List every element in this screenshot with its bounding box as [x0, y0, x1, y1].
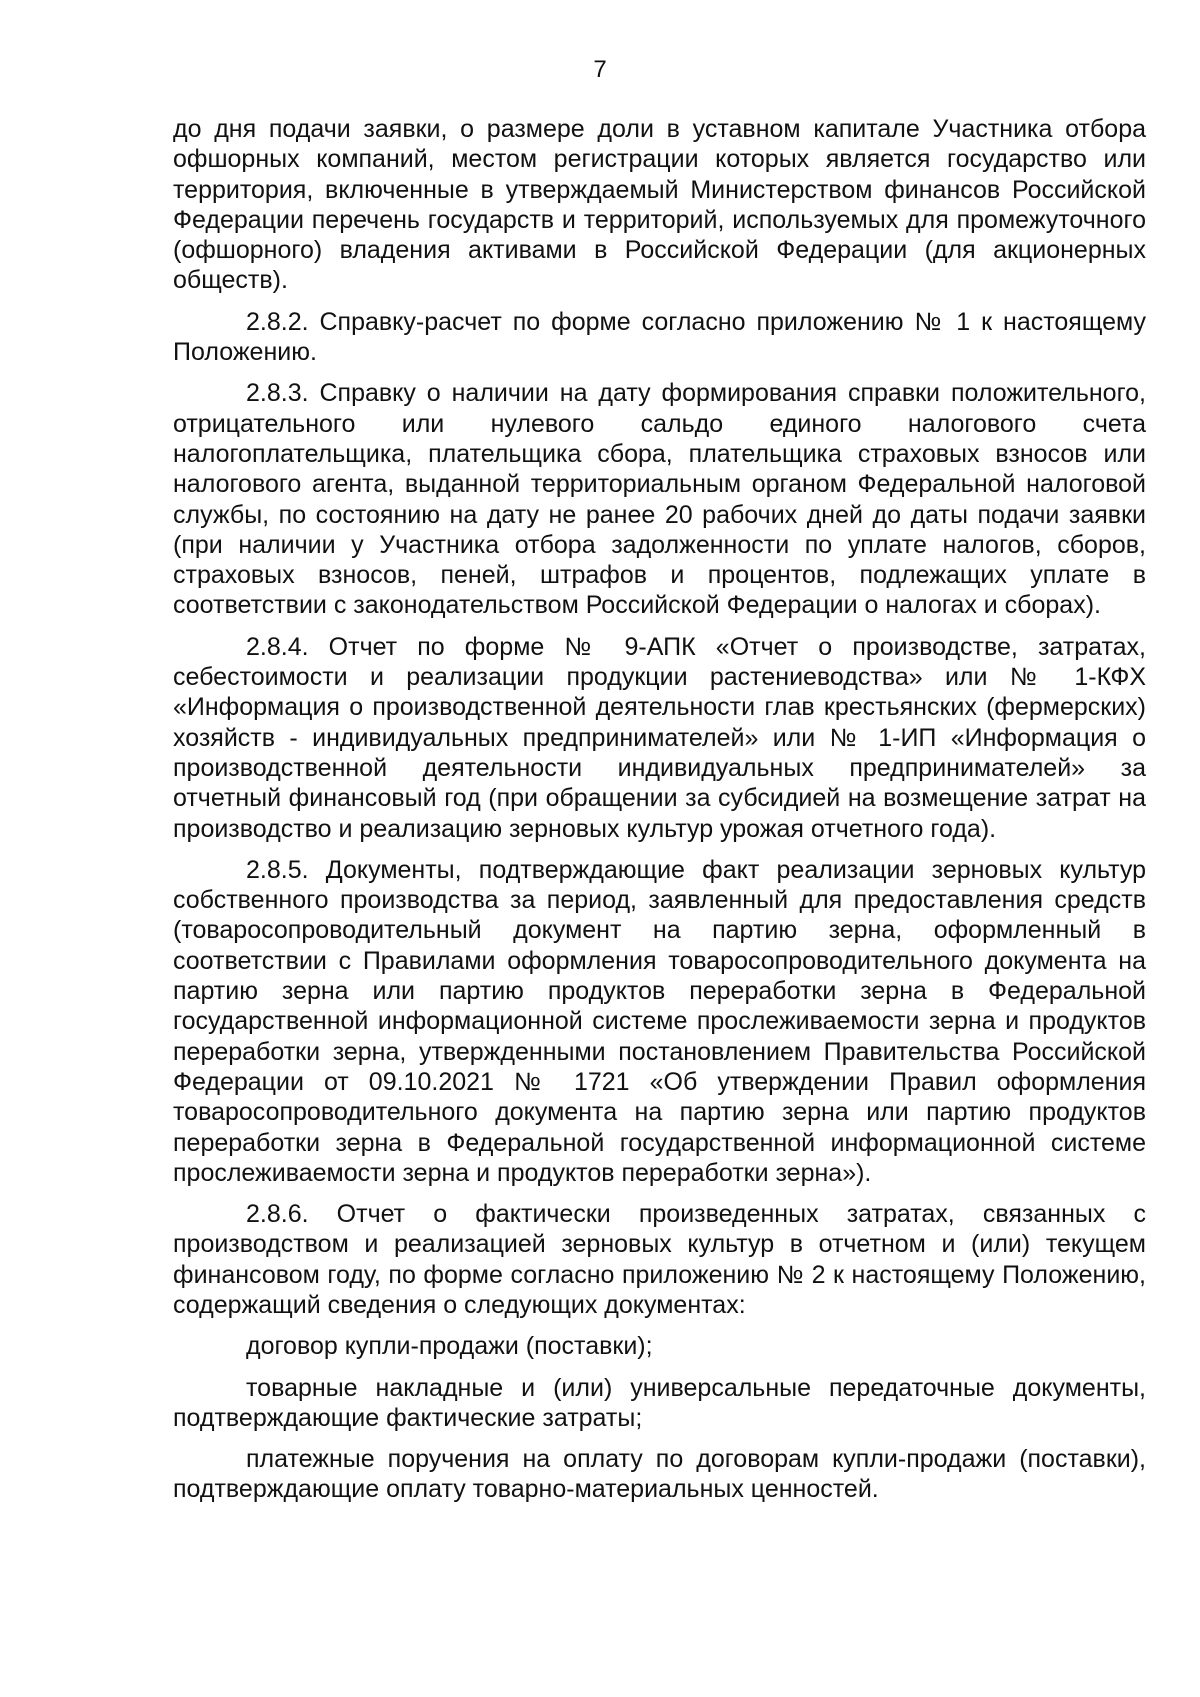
list-item-contract: договор купли-продажи (поставки);	[246, 1332, 653, 1361]
paragraph-continuation: до дня подачи заявки, о размере доли в уставном капитале Участника отбора офшорных компаний, местом регистрации которых является государство или территория, включенные в утверждаемый Министерством финансов Российской Федерации перечень государств и территорий, используемых для промежуточного (офшорного) владения активами в Российской Федерации (для акционерных обществ).	[173, 115, 1146, 295]
document-body	[173, 114, 1146, 1516]
list-item-invoices: товарные накладные и (или) универсальные передаточные документы, подтверждающие фактические затраты;	[173, 1373, 1146, 1432]
paragraph-2-8-4: 2.8.4. Отчет по форме № 9-АПК «Отчет о производстве, затратах, себестоимости и реализации продукции растениеводства» или № 1-КФХ «Информация о производственной деятельности глав крестьянских (фермерских) хозяйств - индивидуальных предпринимателей» или № 1-ИП «Информация о производственной деятельности индивидуальных предпринимателей» за отчетный финансовый год (при обращении за субсидией на возмещение затрат на производство и реализацию зерновых культур урожая отчетного года).	[173, 632, 1146, 843]
paragraph-2-8-2: 2.8.2. Справку-расчет по форме согласно приложению № 1 к настоящему Положению.	[173, 307, 1146, 367]
page-number: 7	[593, 56, 607, 83]
list-item-payment-orders: платежные поручения на оплату по договорам купли-продажи (поставки), подтверждающие оплату товарно-материальных ценностей.	[173, 1445, 1146, 1504]
paragraph-2-8-5: 2.8.5. Документы, подтверждающие факт реализации зерновых культур собственного производства за период, заявленный для предоставления средств (товаросопроводительный документ на партию зерна, оформленный в соответствии с Правилами оформления товаросопроводительного документа на партию зерна или партию продуктов переработки зерна в Федеральной государственной информационной системе прослеживаемости зерна и продуктов переработки зерна, утвержденными постановлением Правительства Российской Федерации от 09.10.2021 № 1721 «Об утверждении Правил оформления товаросопроводительного документа на партию зерна или партию продуктов переработки зерна в Федеральной государственной информационной системе прослеживаемости зерна и продуктов переработки зерна»).	[173, 855, 1146, 1187]
paragraph-2-8-3: 2.8.3. Справку о наличии на дату формирования справки положительного, отрицательного или нулевого сальдо единого налогового счета налогоплательщика, плательщика сбора, плательщика страховых взносов или налогового агента, выданной территориальным органом Федеральной налоговой службы, по состоянию на дату не ранее 20 рабочих дней до даты подачи заявки (при наличии у Участника отбора задолженности по уплате налогов, сборов, страховых взносов, пеней, штрафов и процентов, подлежащих уплате в соответствии с законодательством Российской Федерации о налогах и сборах).	[173, 379, 1146, 620]
paragraph-2-8-6: 2.8.6. Отчет о фактически произведенных затратах, связанных с производством и реализацией зерновых культур в отчетном и (или) текущем финансовом году, по форме согласно приложению № 2 к настоящему Положению, содержащий сведения о следующих документах:	[173, 1200, 1146, 1319]
